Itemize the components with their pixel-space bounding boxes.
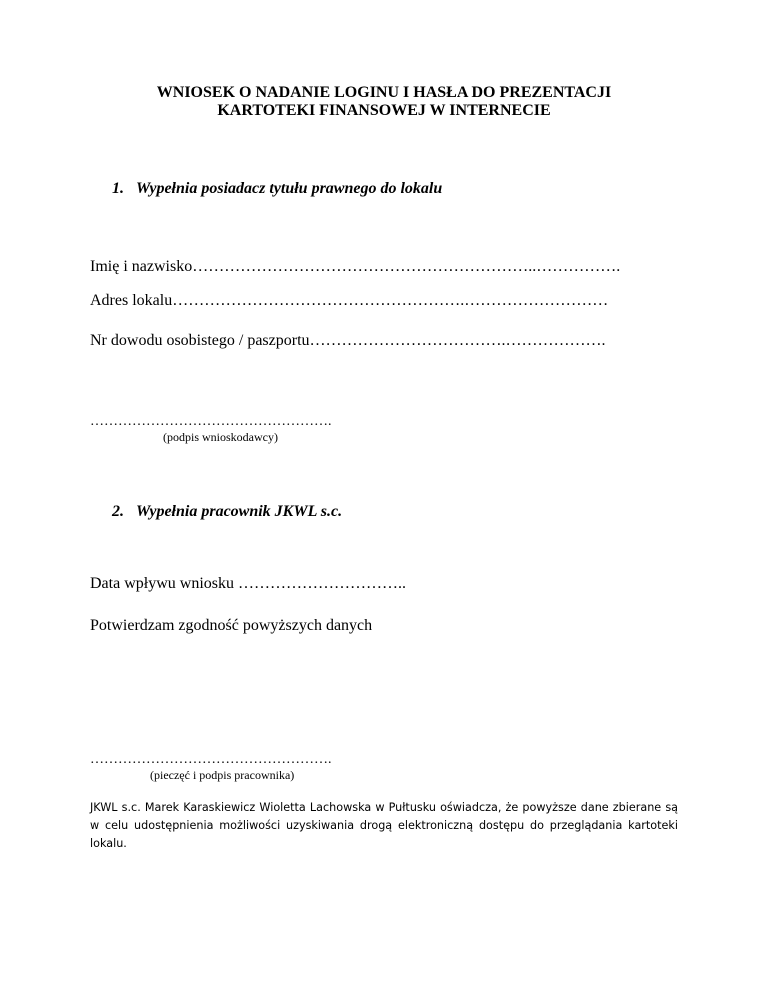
employee-signature-line[interactable]: …………………………………………….	[90, 752, 332, 767]
section1-heading	[112, 180, 442, 198]
applicant-signature-line[interactable]: …………………………………………….	[90, 414, 332, 429]
section1-heading-text: Wypełnia posiadacz tytułu prawnego do lokalu	[136, 180, 443, 197]
confirmation-text: Potwierdzam zgodność powyższych danych	[90, 617, 373, 634]
address-field[interactable]: Adres lokalu……………………………………………….………………………	[90, 292, 609, 309]
id-document-field[interactable]: Nr dowodu osobistego / paszportu……………………………….……………….	[90, 332, 606, 349]
section2-heading-text: Wypełnia pracownik JKWL s.c.	[136, 503, 343, 520]
receipt-date-field[interactable]: Data wpływu wniosku …………………………..	[90, 575, 406, 592]
document-title-line2: KARTOTEKI FINANSOWEJ W INTERNECIE	[217, 102, 551, 119]
applicant-signature-caption: (podpis wnioskodawcy)	[163, 430, 278, 444]
privacy-note: JKWL s.c. Marek Karaskiewicz Wioletta Lachowska w Pułtusku oświadcza, że powyższe dane zbierane są w celu udostępnienia możliwości uzyskiwania drogą elektroniczną dostępu do przeglądania kartoteki lokalu.	[90, 801, 678, 850]
name-field[interactable]: Imię i nazwisko………………………………………………………..…………….	[90, 258, 621, 275]
employee-signature-caption: (pieczęć i podpis pracownika)	[150, 768, 295, 782]
section2-number: 2.	[112, 503, 124, 520]
section2-heading	[112, 503, 342, 521]
section1-number: 1.	[112, 180, 124, 197]
document-title-line1: WNIOSEK O NADANIE LOGINU I HASŁA DO PREZENTACJI	[156, 84, 612, 101]
